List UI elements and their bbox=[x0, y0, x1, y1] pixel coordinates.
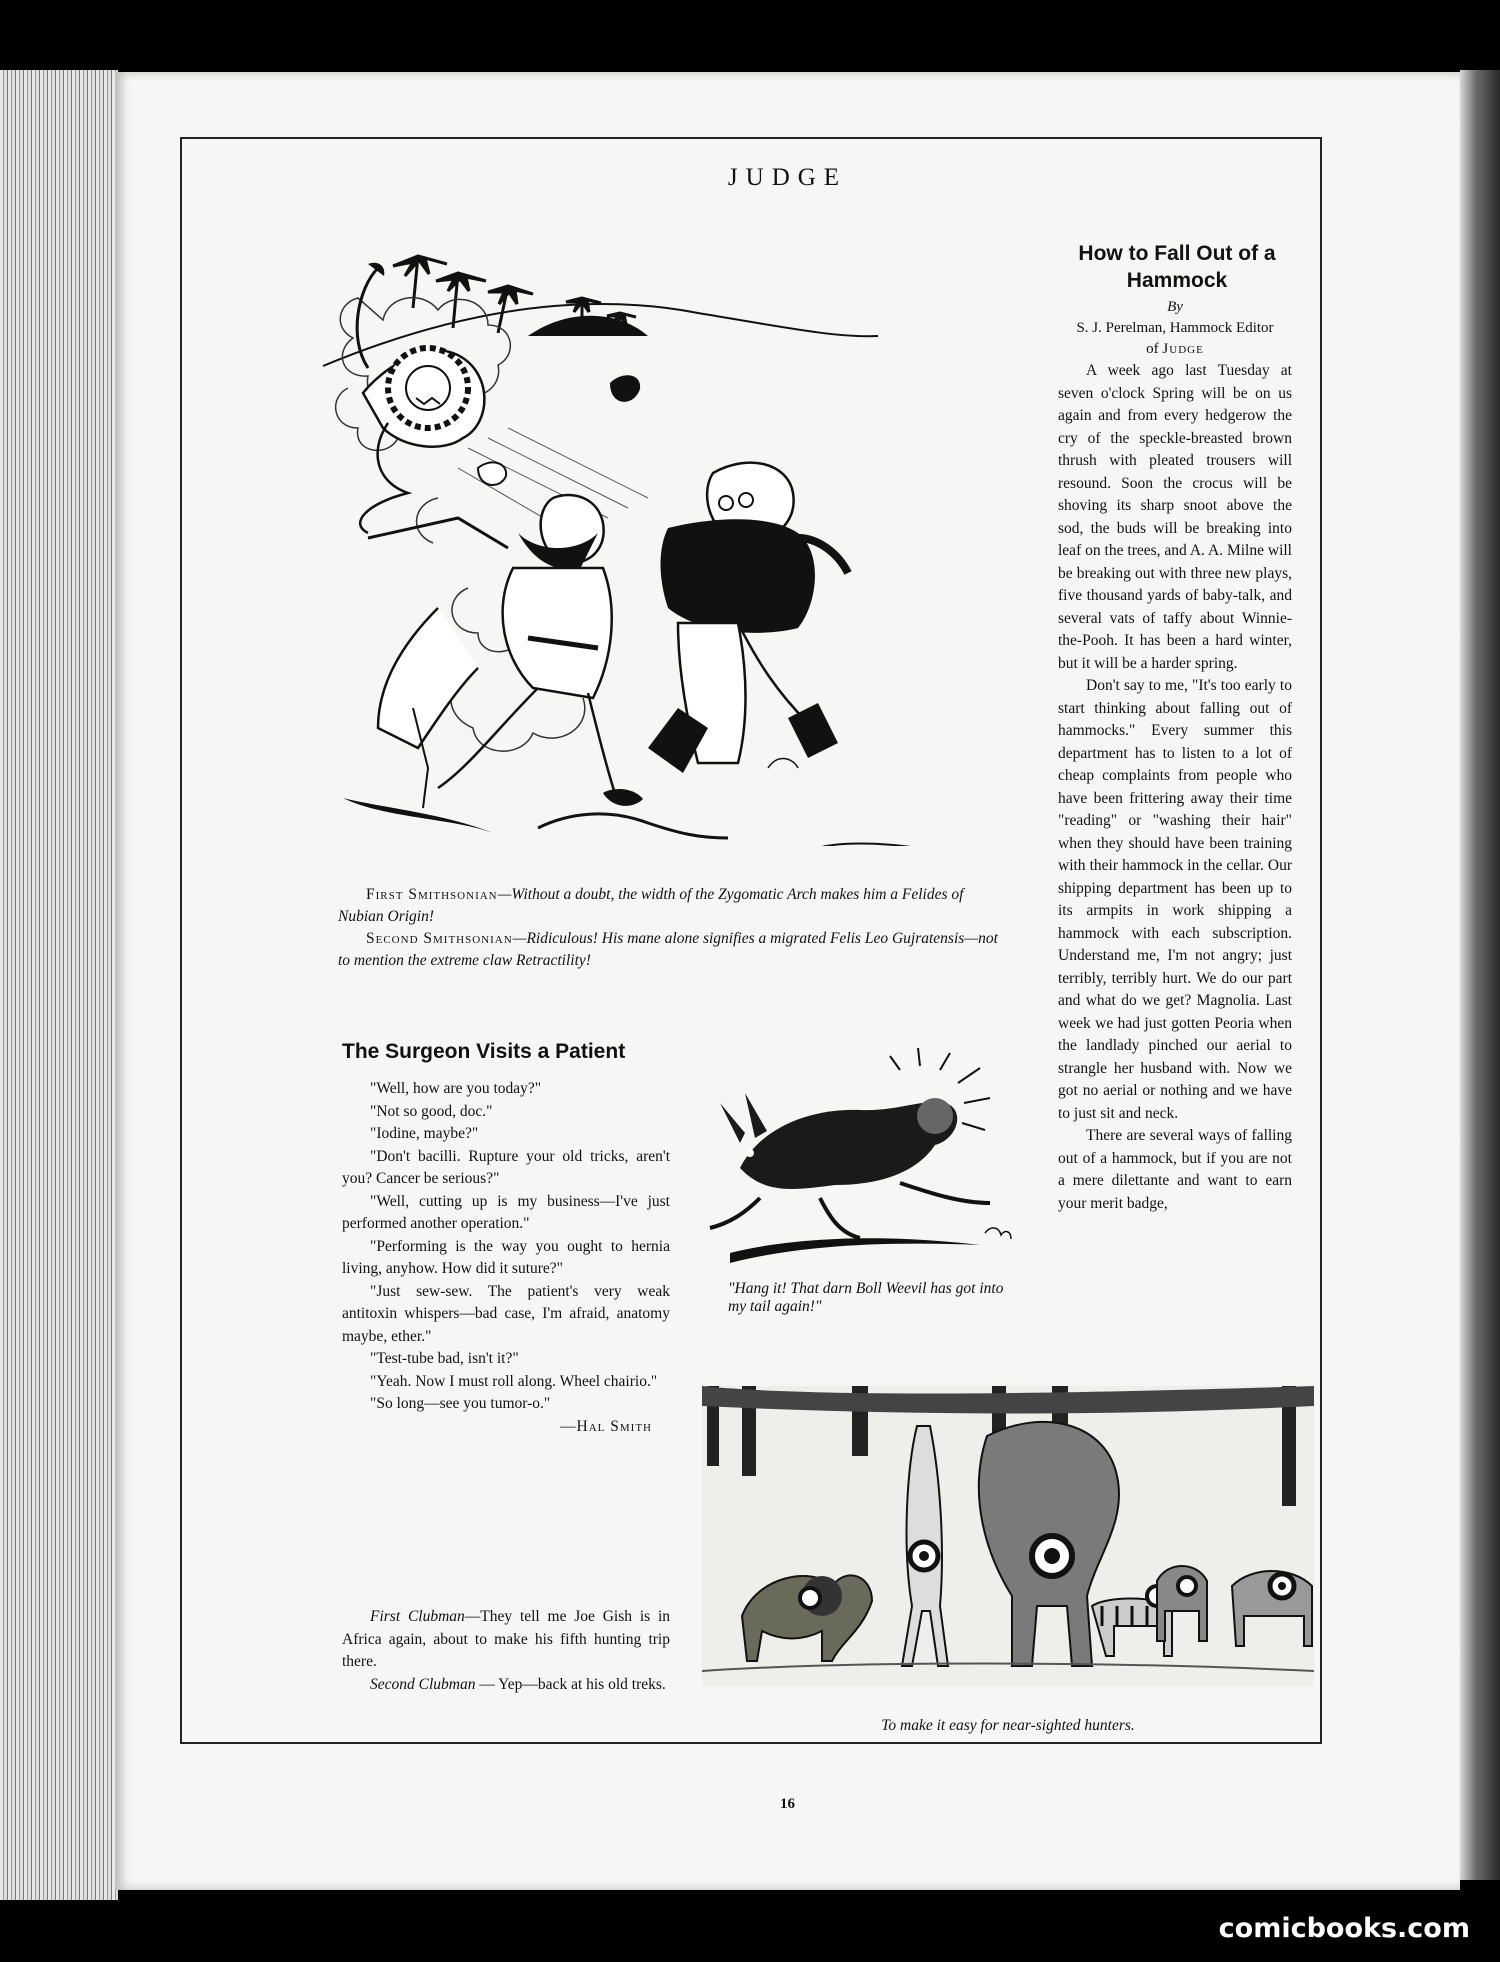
page-number: 16 bbox=[780, 1796, 795, 1812]
hammock-article-body bbox=[1058, 297, 1292, 1215]
hammock-article-title: How to Fall Out of a Hammock bbox=[1078, 242, 1276, 292]
surgeon-article-body bbox=[342, 1078, 670, 1438]
hammock-paragraph-2: Don't say to me, "It's too early to start thinking about falling out of hammocks." Every summer this department has to listen to a lot of cheap complaints from people who have been frittering away their time "reading" or "washing their hair" when they should have been training with their hammock in the cellar. Our shipping department has been up to its armpits in work shipping a hammock with each subscription. Understand me, I'm not angry; just terribly, terribly hurt. We do our part and what do we get? Magnolia. Last week we had just gotten Peoria when the landlady pinched our aerial to strangle her husband with. Now we got no aerial or nothing and we have to just sit and neck. bbox=[1058, 677, 1292, 1122]
rabbit-cartoon bbox=[700, 1048, 1040, 1274]
clubman-line-1: —They tell me Joe Gish is in Africa again, about to make his fifth hunting trip there. bbox=[342, 1608, 671, 1670]
surgeon-line: "Not so good, doc." bbox=[370, 1102, 493, 1120]
lion-chase-cartoon bbox=[318, 238, 1018, 846]
surgeon-line: "Well, how are you today?" bbox=[370, 1080, 542, 1097]
byline-author: S. J. Perelman, Hammock Editor bbox=[1076, 320, 1274, 336]
caption-speech-1: —Without a doubt, the width of the Zygomatic Arch makes him a Felides of Nubian Origin! bbox=[338, 886, 964, 925]
caption-speech-2: —Ridiculous! His mane alone signifies a migrated Felis Leo Gujratensis—not to mention the extreme claw Retractility! bbox=[338, 930, 998, 969]
surgeon-article-title: The Surgeon Visits a Patient bbox=[342, 1040, 626, 1063]
hammock-byline bbox=[1058, 297, 1292, 360]
surgeon-line: "Well, cutting up is my business—I've just performed another operation." bbox=[342, 1192, 670, 1232]
clubman-speaker-2: Second Clubman bbox=[370, 1675, 476, 1693]
book-spine-shadow bbox=[1460, 70, 1500, 1880]
hammock-paragraph-1: A week ago last Tuesday at seven o'clock Spring will be on us again and from every hedgerow the cry of the speckle-breasted brown thrush with pleated trousers will resound. Soon the crocus will be shoving its sharp snoot above the sod, the buds will be breaking into leaf on the trees, and A. A. Milne will be breaking out with three new plays, five thousand yards of baby-talk, and several vats of taffy about Winnie-the-Pooh. It has been a hard winter, but it will be a harder spring. bbox=[1058, 362, 1292, 672]
caption-speaker-1: First Smithsonian bbox=[366, 886, 498, 903]
surgeon-line: "Performing is the way you ought to hernia living, anyhow. How did it suture?" bbox=[342, 1237, 670, 1277]
lion-chase-drawing bbox=[318, 238, 1018, 846]
watermark-text: comicbooks.com bbox=[1218, 1913, 1470, 1944]
byline-magazine: Judge bbox=[1162, 341, 1204, 357]
surgeon-signature: —Hal Smith bbox=[560, 1417, 652, 1435]
byline-by: By bbox=[1167, 299, 1183, 315]
book-page-edges bbox=[0, 70, 118, 1900]
byline-of: of bbox=[1146, 341, 1163, 357]
lion-cartoon-caption bbox=[338, 884, 1012, 972]
hammock-paragraph-3: There are several ways of falling out of a hammock, but if you are not a mere dilettante and want to earn your merit badge, bbox=[1058, 1127, 1292, 1212]
clubman-speaker-1: First Clubman bbox=[370, 1608, 465, 1625]
animal-targets-caption: To make it easy for near-sighted hunters. bbox=[881, 1717, 1135, 1734]
rabbit-drawing bbox=[700, 1048, 1040, 1274]
surgeon-line: "Yeah. Now I must roll along. Wheel chairio." bbox=[370, 1372, 658, 1390]
animal-targets-drawing bbox=[702, 1386, 1314, 1686]
surgeon-line: "Don't bacilli. Rupture your old tricks, aren't you? Cancer be serious?" bbox=[342, 1147, 670, 1187]
caption-speaker-2: Second Smithsonian bbox=[366, 930, 513, 947]
clubman-joke bbox=[342, 1606, 670, 1696]
surgeon-line: "Just sew-sew. The patient's very weak antitoxin whispers—bad case, I'm afraid, anatomy maybe, ether." bbox=[342, 1282, 670, 1345]
clubman-line-2: — Yep—back at his old treks. bbox=[475, 1675, 666, 1693]
animal-targets-cartoon bbox=[702, 1386, 1314, 1686]
running-head: JUDGE bbox=[727, 164, 848, 191]
surgeon-line: "So long—see you tumor-o." bbox=[370, 1395, 551, 1412]
rabbit-caption: "Hang it! That darn Boll Weevil has got into my tail again!" bbox=[728, 1280, 1004, 1315]
surgeon-line: "Test-tube bad, isn't it?" bbox=[370, 1350, 519, 1367]
surgeon-line: "Iodine, maybe?" bbox=[370, 1125, 479, 1142]
